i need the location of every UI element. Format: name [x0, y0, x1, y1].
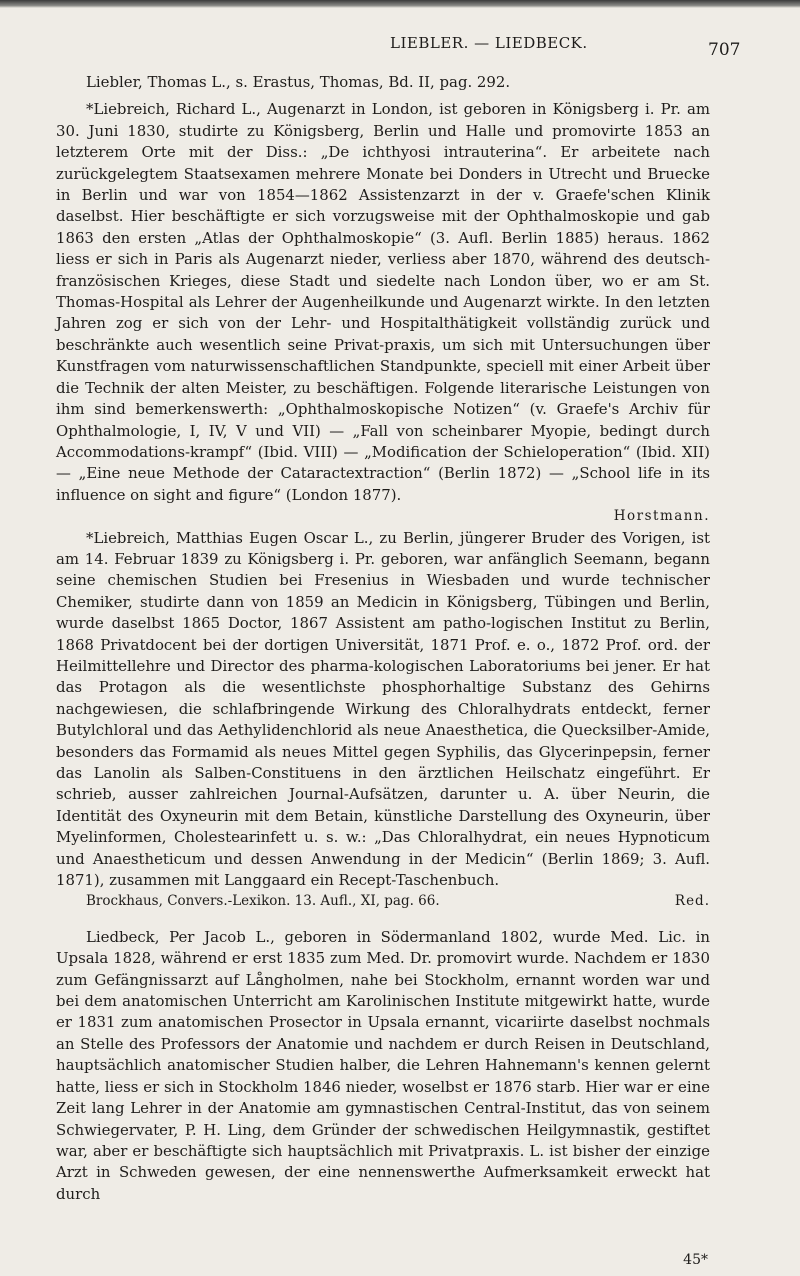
- entry-source-line: [56, 891, 710, 912]
- entry-author-signature: Red.: [674, 893, 710, 910]
- page-number: 707: [708, 40, 741, 60]
- lexicon-text: [56, 72, 710, 1205]
- entry-liebler-thomas: Liebler, Thomas L., s. Erastus, Thomas, Bd. II, pag. 292.: [86, 73, 511, 91]
- entry-liebreich-oscar: *Liebreich, Matthias Eugen Oscar L., zu Berlin, jüngerer Bruder des Vorigen, ist am 14. Februar 1839 zu Königsberg i. Pr. geboren, war anfänglich Seemann, begann seine chemischen Studien bei Fresenius in Wiesbaden und wurde technischer Chemiker, studirte dann von 1859 an Medicin in Königsberg, Tübingen und Berlin, wurde daselbst 1865 Doctor, 1867 Assistent am patho-logischen Institut zu Berlin, 1868 Privatdocent bei der dortigen Universität, 1871 Prof. e. o., 1872 Prof. ord. der Heilmittellehre und Director des pharma-kologischen Laboratoriums bei jener. Er hat das Protagon als die wesentlichste phosphorhaltige Substanz des Gehirns nachgewiesen, die schlafbringende Wirkung des Chloralhydrats entdeckt, ferner Butylchloral und das Aethylidenchlorid als neue Anaesthetica, die Quecksilber-Amide, besonders das Formamid als neues Mittel gegen Syphilis, das Glycerinpepsin, ferner das Lanolin als Salben-Constituens in den ärztlichen Heilschatz eingeführt. Er schrieb, ausser zahlreichen Journal-Aufsätzen, darunter u. A. über Neurin, die Identität des Oxyneurin mit dem Betain, künstliche Darstellung des Oxyneurin, über Myelinformen, Cholestearinfett u. s. w.: „Das Chloralhydrat, ein neues Hypnoticum und Anaestheticum und dessen Anwendung in der Medicin“ (Berlin 1869; 3. Aufl. 1871), zusammen mit Langgaard ein Recept-Taschenbuch.: [56, 528, 710, 890]
- printer-signature-mark: 45*: [683, 1252, 708, 1268]
- entry-author-signature: Horstmann.: [613, 508, 710, 525]
- entry-liedbeck-per-jacob: Liedbeck, Per Jacob L., geboren in Södermanland 1802, wurde Med. Lic. in Upsala 1828, während er erst 1835 zum Med. Dr. promovirt wurde. Nachdem er 1830 zum Gefängnissarzt auf Långholmen, nahe bei Stockholm, ernannt worden war und bei dem anatomischen Unterricht am Karolinischen Institute mitgewirkt hatte, wurde er 1831 zum anatomischen Prosector in Upsala ernannt, vicariirte daselbst nochmals an Stelle des Professors der Anatomie und nachdem er durch Reisen in Deutschland, hauptsächlich anatomischer Studien halber, die Lehren Hahnemann's kennen gelernt hatte, liess er sich in Stockholm 1846 nieder, woselbst er 1876 starb. Hier war er eine Zeit lang Lehrer in der Anatomie am gymnastischen Central-Institut, das von seinem Schwiegervater, P. H. Ling, dem Gründer der schwedischen Heilgymnastik, gestiftet war, aber er beschäftigte sich hauptsächlich mit Privatpraxis. L. ist bisher der einzige Arzt in Schweden gewesen, der eine nennenswerthe Aufmerksamkeit erweckt hat durch: [56, 927, 710, 1203]
- page-top-edge: [0, 0, 800, 8]
- entry-liebreich-richard: *Liebreich, Richard L., Augenarzt in London, ist geboren in Königsberg i. Pr. am 30. Juni 1830, studirte zu Königsberg, Berlin und Halle und promovirte 1853 an letzterem Orte mit der Diss.: „De ichthyosi intrauterina“. Er arbeitete nach zurückgelegtem Staatsexamen mehrere Monate bei Donders in Utrecht und Bruecke in Berlin und war von 1854—1862 Assistenzarzt in der v. Graefe'schen Klinik daselbst. Hier beschäftigte er sich vorzugsweise mit der Ophthalmoskopie und gab 1863 den ersten „Atlas der Ophthalmoskopie“ (3. Aufl. Berlin 1885) heraus. 1862 liess er sich in Paris als Augenarzt nieder, verliess aber 1870, während des deutsch-französischen Krieges, diese Stadt und siedelte nach London über, wo er am St. Thomas-Hospital als Lehrer der Augenheilkunde und Augenarzt wirkte. In den letzten Jahren zog er sich von der Lehr- und Hospitalthätigkeit vollständig zurück und beschränkte auch wesentlich seine Privat-praxis, um sich mit Untersuchungen über Kunstfragen vom naturwissenschaftlichen Standpunkte, speciell mit einer Arbeit über die Technik der alten Meister, zu beschäftigen. Folgende literarische Leistungen von ihm sind bemerkenswerth: „Ophthalmoskopische Notizen“ (v. Graefe's Archiv für Ophthalmologie, I, IV, V und VII) — „Fall von scheinbarer Myopie, bedingt durch Accommodations-krampf“ (Ibid. VIII) — „Modification der Schieloperation“ (Ibid. XII) — „Eine neue Methode der Cataractextraction“ (Berlin 1872) — „School life in its influence on sight and figure“ (London 1877).: [56, 100, 710, 504]
- source-citation: Brockhaus, Convers.-Lexikon. 13. Aufl., XI, pag. 66.: [86, 893, 440, 910]
- running-head: LIEBLER. — LIEDBECK.: [390, 34, 588, 52]
